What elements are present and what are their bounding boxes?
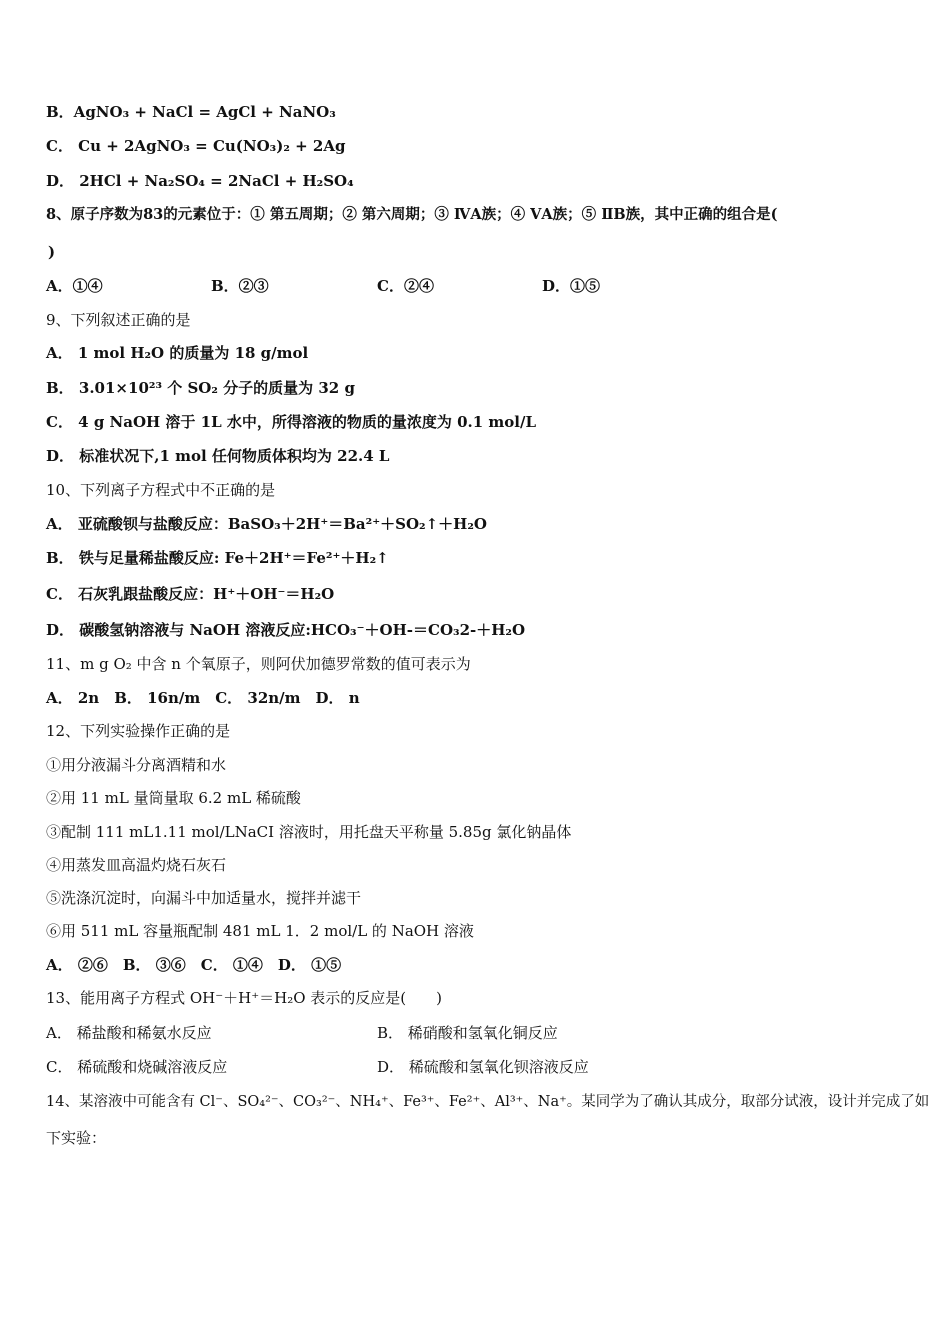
q9-option-a: A． 1 mol H₂O 的质量为 18 g/mol (46, 344, 309, 362)
q12-item-4: ④用蒸发皿高温灼烧石灰石 (46, 856, 227, 874)
q8-option-a: A．①④ (46, 277, 103, 295)
q9-stem: 9、下列叙述正确的是 (46, 311, 191, 329)
q7-option-b: B．AgNO₃ + NaCl = AgCl + NaNO₃ (46, 103, 336, 121)
q13-option-a: A． 稀盐酸和稀氨水反应 (46, 1024, 212, 1042)
q9-option-c: C． 4 g NaOH 溶于 1L 水中，所得溶液的物质的量浓度为 0.1 mol/L (46, 413, 536, 431)
q12-item-6: ⑥用 511 mL 容量瓶配制 481 mL 1．2 mol/L 的 NaOH 溶液 (46, 922, 474, 940)
q10-stem: 10、下列离子方程式中不正确的是 (46, 481, 276, 499)
q13-option-d: D． 稀硫酸和氢氧化钡溶液反应 (377, 1058, 589, 1076)
q7-option-c: C． Cu + 2AgNO₃ = Cu(NO₃)₂ + 2Ag (46, 137, 346, 155)
q12-item-3: ③配制 111 mL1.11 mol/LNaCI 溶液时，用托盘天平称量 5.85g 氯化钠晶体 (46, 823, 572, 841)
q12-item-1: ①用分液漏斗分离酒精和水 (46, 756, 227, 774)
q9-option-b: B． 3.01×10²³ 个 SO₂ 分子的质量为 32 g (46, 379, 355, 397)
q7-option-d: D． 2HCl + Na₂SO₄ = 2NaCl + H₂SO₄ (46, 172, 354, 190)
q11-options: A． 2n B． 16n/m C． 32n/m D． n (46, 689, 360, 707)
q14-stem: 14、某溶液中可能含有 Cl⁻、SO₄²⁻、CO₃²⁻、NH₄⁺、Fe³⁺、Fe²⁺、Al³⁺、Na⁺。某同学为了确认其成分，取部分试液，设计并完成了如 (46, 1094, 930, 1110)
q10-option-c: C． 石灰乳跟盐酸反应：H⁺＋OH⁻＝H₂O (46, 585, 335, 603)
q8-stem: 8、原子序数为83的元素位于：① 第五周期；② 第六周期；③ ⅣA族；④ ⅤA族；⑤ ⅡB族，其中正确的组合是( (46, 206, 778, 223)
q13-stem: 13、能用离子方程式 OH⁻＋H⁺＝H₂O 表示的反应是( ) (46, 989, 443, 1007)
q8-option-b: B．②③ (211, 277, 269, 295)
q8-option-c: C．②④ (377, 277, 434, 295)
q12-item-5: ⑤洗涤沉淀时，向漏斗中加适量水，搅拌并滤干 (46, 889, 362, 907)
q12-options: A． ②⑥ B． ③⑥ C． ①④ D． ①⑤ (46, 956, 342, 974)
q11-stem: 11、m g O₂ 中含 n 个氧原子，则阿伏加德罗常数的值可表示为 (46, 655, 471, 673)
q12-item-2: ②用 11 mL 量筒量取 6.2 mL 稀硫酸 (46, 789, 301, 807)
q10-option-a: A． 亚硫酸钡与盐酸反应：BaSO₃＋2H⁺＝Ba²⁺＋SO₂↑＋H₂O (46, 515, 487, 533)
q8-stem-end: ) (48, 243, 56, 261)
q9-option-d: D． 标准状况下,1 mol 任何物质体积均为 22.4 L (46, 447, 390, 465)
q12-stem: 12、下列实验操作正确的是 (46, 722, 231, 740)
q13-option-c: C． 稀硫酸和烧碱溶液反应 (46, 1058, 228, 1076)
q8-option-d: D．①⑤ (542, 277, 601, 295)
q13-option-b: B． 稀硝酸和氢氧化铜反应 (377, 1024, 558, 1042)
q10-option-d: D． 碳酸氢钠溶液与 NaOH 溶液反应:HCO₃⁻＋OH-＝CO₃2-＋H₂O (46, 621, 526, 639)
q14-stem-cont: 下实验： (46, 1129, 107, 1147)
q10-option-b: B． 铁与足量稀盐酸反应: Fe＋2H⁺＝Fe²⁺＋H₂↑ (46, 549, 389, 567)
